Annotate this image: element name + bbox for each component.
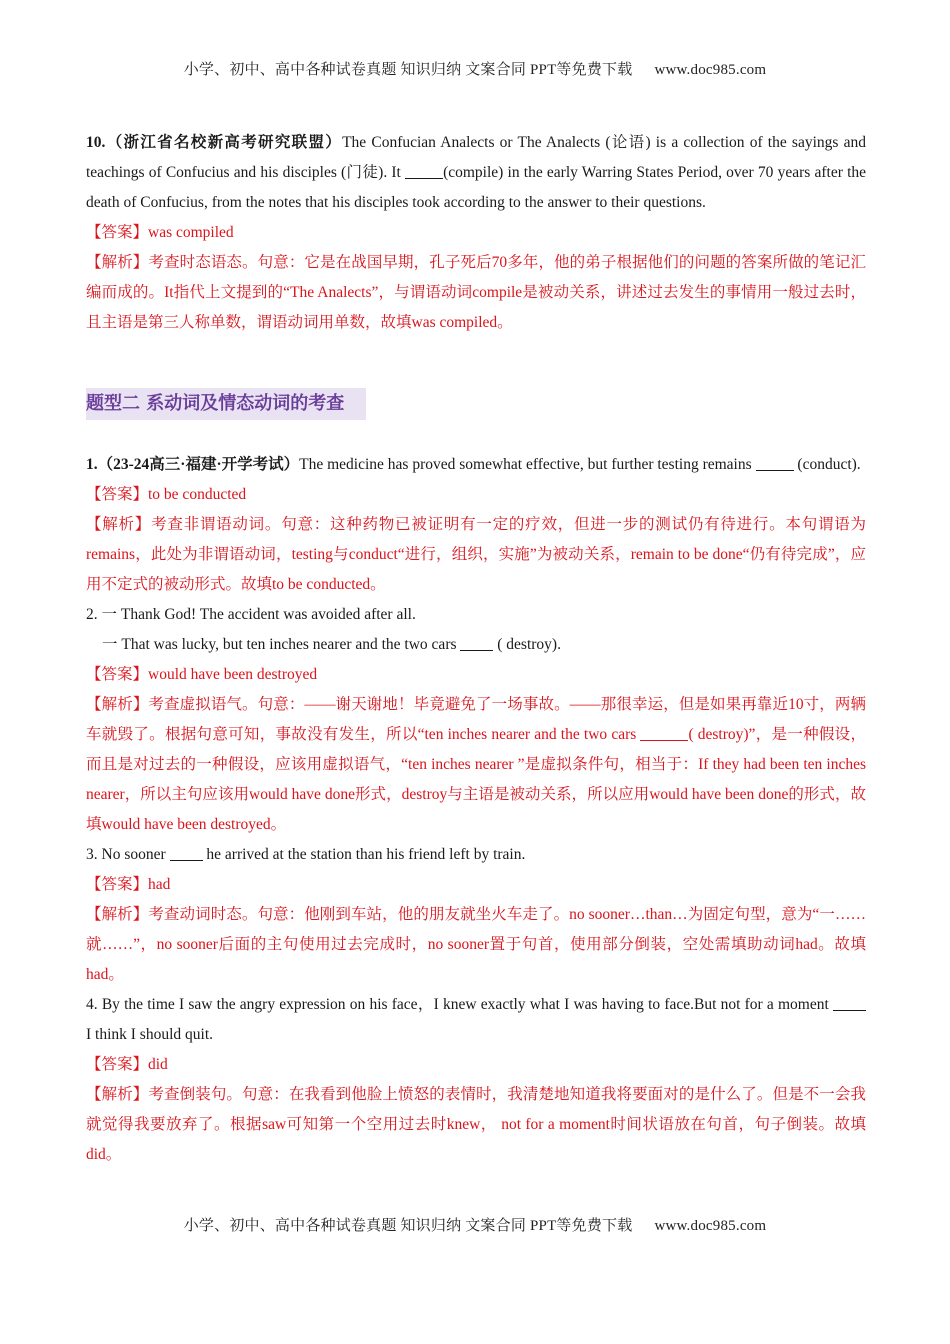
answer-blank xyxy=(756,454,794,471)
answer-blank xyxy=(405,162,443,179)
explanation xyxy=(86,690,866,840)
answer-line: 【答案】had xyxy=(86,876,171,893)
header-url[interactable]: www.doc985.com xyxy=(654,62,767,78)
question-text-cont: (compile) in the early Warring States Period, over 70 years after the death of Confucius, from the notes that his disciples took according to the answer to their questions. xyxy=(86,164,867,211)
explanation: 【解析】考查非谓语动词。句意：这种药物已被证明有一定的疗效，但进一步的测试仍有待进行。本句谓语为remains，此处为非谓语动词，testing与conduct“进行，组织，实施”为被动关系，remain to be done“仍有待完成”，应用不定式的被动形式。故填to be conducted。 xyxy=(86,516,866,593)
question-text: 4. By the time I saw the angry expression on his face，I knew exactly what I was having to face.But not for a moment xyxy=(86,996,833,1013)
answer-blank xyxy=(833,994,866,1011)
section-title: 题型二 系动词及情态动词的考查 xyxy=(86,388,366,420)
answer-blank xyxy=(460,634,493,651)
explanation-text: 【解析】考查虚拟语气。句意：——谢天谢地！毕竟避免了一场事故。——那很幸运，但是如果再靠近10寸，两辆车就毁了。根据句意可知，事故没有发生，所以“ten inches nearer and the two cars xyxy=(86,696,866,743)
explanation-blank xyxy=(640,724,688,741)
question-3 xyxy=(86,840,866,870)
question-text-cont: (conduct). xyxy=(793,456,861,473)
question-number: 10. xyxy=(86,134,106,151)
question-number: 1. xyxy=(86,456,98,473)
answer-line: 【答案】was compiled xyxy=(86,224,234,241)
page-footer xyxy=(0,1214,950,1235)
footer-text: 小学、初中、高中各种试卷真题 知识归纳 文案合同 PPT等免费下载 xyxy=(183,1218,633,1234)
question-text: The medicine has proved somewhat effective, but further testing remains xyxy=(299,456,756,473)
question-text-cont: he arrived at the station than his friend left by train. xyxy=(202,846,526,863)
explanation: 【解析】考查时态语态。句意：它是在战国早期，孔子死后70多年，他的弟子根据他们的问题的答案所做的笔记汇编而成的。It指代上文提到的“The Analects”，与谓语动词compile是被动关系，讲述过去发生的事情用一般过去时，且主语是第三人称单数，谓语动词用单数，故填was compiled。 xyxy=(86,254,866,331)
question-2-line-2 xyxy=(86,630,866,660)
answer-line: 【答案】to be conducted xyxy=(86,486,247,503)
question-2-line-1: 2. 一 Thank God! The accident was avoided after all. xyxy=(86,606,416,623)
answer-line: 【答案】would have been destroyed xyxy=(86,666,318,683)
document-body xyxy=(86,128,866,1170)
explanation-text-cont: ( destroy)”，是一种假设，而且是对过去的一种假设，应该用虚拟语气，“ten inches nearer ”是虚拟条件句，相当于：If they had been ten inches nearer，所以主句应该用would have done形式，destroy与主语是被动关系，所以应用would have been done的形式，故填would have been destroyed。 xyxy=(86,726,866,833)
answer-blank xyxy=(170,844,203,861)
question-source: （浙江省名校新高考研究联盟） xyxy=(105,134,343,151)
question-text: The Confucian Analects or The Analects (论语) is a collection of the sayings and teachings of Confucius and his disciples (门徒). It xyxy=(86,134,866,181)
answer-line: 【答案】did xyxy=(86,1056,168,1073)
question-text: 一 That was lucky, but ten inches nearer and the two cars xyxy=(102,636,461,653)
explanation: 【解析】考查倒装句。句意：在我看到他脸上愤怒的表情时，我清楚地知道我将要面对的是什么了。但是不一会我就觉得我要放弃了。根据saw可知第一个空用过去时knew， not for a moment时间状语放在句首，句子倒装。故填did。 xyxy=(86,1086,866,1163)
page-header xyxy=(0,58,950,79)
question-10 xyxy=(86,128,866,218)
footer-url[interactable]: www.doc985.com xyxy=(654,1218,767,1234)
question-text-cont: ( destroy). xyxy=(493,636,561,653)
question-1 xyxy=(86,450,866,480)
question-4 xyxy=(86,990,866,1050)
question-text-cont: I think I should quit. xyxy=(86,1026,214,1043)
question-text: 3. No sooner xyxy=(86,846,170,863)
explanation: 【解析】考查动词时态。句意：他刚到车站，他的朋友就坐火车走了。no sooner…than…为固定句型，意为“一……就……”，no sooner后面的主句使用过去完成时，no sooner置于句首，使用部分倒装，空处需填助动词had。故填had。 xyxy=(86,906,866,983)
header-text: 小学、初中、高中各种试卷真题 知识归纳 文案合同 PPT等免费下载 xyxy=(183,62,633,78)
question-source: （23-24高三·福建·开学考试） xyxy=(97,456,300,473)
